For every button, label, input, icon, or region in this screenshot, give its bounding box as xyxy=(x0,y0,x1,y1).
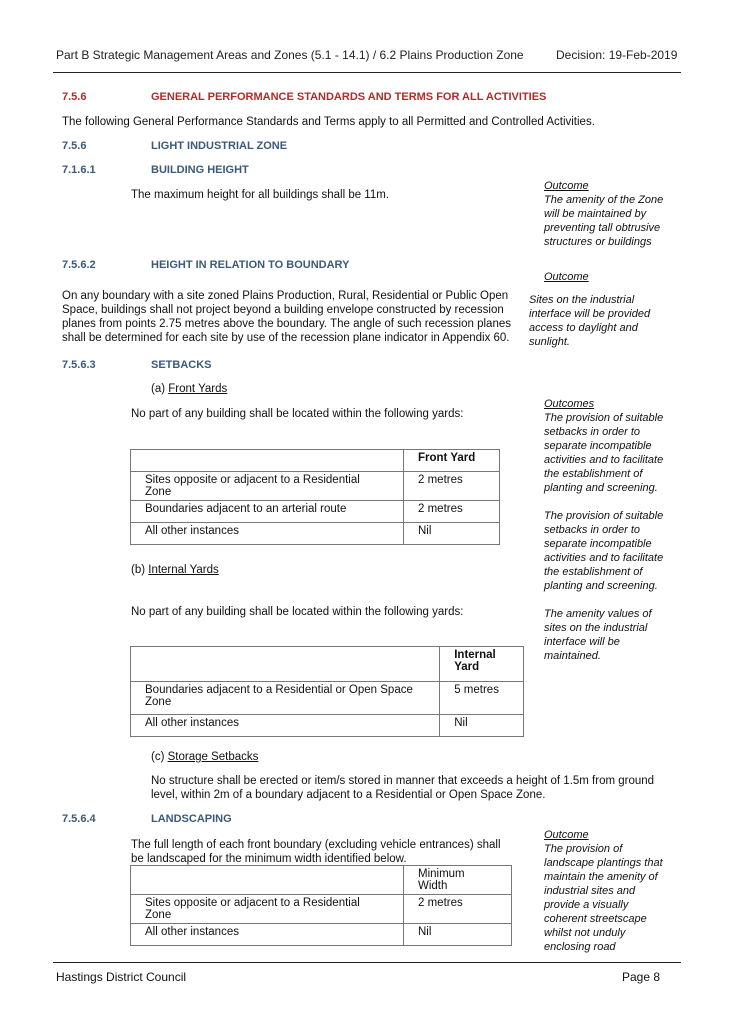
subsection-b: (b) Internal Yards xyxy=(131,564,219,576)
outcome-label: Outcomes xyxy=(544,398,595,410)
outcome-text-cont: interface will be provided access to daylight and sunlight. xyxy=(529,308,651,348)
outcome-label: Outcome xyxy=(544,829,589,841)
subsection-c-text: No structure shall be erected or item/s stored in manner that exceeds a height of 1.5m from ground level, within 2m of a boundary adjacent to a Residential or Open Space Zone. xyxy=(151,775,655,801)
outcome-note xyxy=(544,397,674,663)
section-number: 7.5.6.3 xyxy=(62,359,96,371)
section-number: 7.5.6.4 xyxy=(62,813,96,825)
outcome-note xyxy=(544,179,674,249)
section-title: BUILDING HEIGHT xyxy=(151,164,249,176)
subsection-a: (a) Front Yards xyxy=(151,383,228,395)
section-title: GENERAL PERFORMANCE STANDARDS AND TERMS FOR ALL ACTIVITIES xyxy=(151,91,547,103)
outcome-text: The provision of suitable setbacks in order to separate incompatible activities and to facilitate the establishment of planting and screening. xyxy=(544,510,664,592)
section-title: SETBACKS xyxy=(151,359,212,371)
outcome-text: The amenity of the Zone will be maintained by preventing tall obtrusive structures or buildings xyxy=(544,194,664,248)
section-number: 7.5.6 xyxy=(62,91,87,103)
table-row: All other instances Nil xyxy=(131,523,500,545)
subsection-b-text: No part of any building shall be located within the following yards: xyxy=(131,606,464,618)
outcome-text: The provision of landscape plantings that maintain the amenity of industrial sites and provide a visually coherent streetscape whilst not unduly enclosing road xyxy=(544,843,663,953)
section-number: 7.5.6 xyxy=(62,140,87,152)
decision-date: Decision: 19-Feb-2019 xyxy=(556,48,678,62)
outcome-label: Outcome xyxy=(544,180,589,192)
section-title: HEIGHT IN RELATION TO BOUNDARY xyxy=(151,259,350,271)
header-divider xyxy=(53,72,681,73)
outcome-label: Outcome xyxy=(544,271,589,283)
landscaping-table xyxy=(130,865,512,946)
outcome-text: The provision of suitable setbacks in order to separate incompatible activities and to facilitate the establishment of planting and screening. xyxy=(544,412,664,494)
front-yard-table xyxy=(130,449,500,545)
table-row: Boundaries adjacent to a Residential or Open Space Zone 5 metres xyxy=(131,682,524,715)
rule-text: On any boundary with a site zoned Plains Production, Rural, Residential or Public Open Space, buildings shall not project beyond a building envelope constructed by recession planes from points 2.75 metres above the boundary. The angle of such recession planes shall be determined for each site by use of the recession plane indicator in Appendix 60. xyxy=(62,290,511,344)
section-number: 7.1.6.1 xyxy=(62,164,96,176)
footer-council: Hastings District Council xyxy=(56,970,187,984)
subsection-c: (c) Storage Setbacks xyxy=(151,751,259,763)
page-header-title: Part B Strategic Management Areas and Zones (5.1 - 14.1) / 6.2 Plains Production Zone xyxy=(56,48,524,62)
rule-text: The maximum height for all buildings shall be 11m. xyxy=(131,189,390,201)
table-row: Sites opposite or adjacent to a Residential Zone 2 metres xyxy=(131,472,500,501)
section-number: 7.5.6.2 xyxy=(62,259,96,271)
subsection-a-text: No part of any building shall be located within the following yards: xyxy=(131,408,464,420)
rule-text: The full length of each front boundary (excluding vehicle entrances) shall be landscaped for the minimum width identified below. xyxy=(131,839,501,865)
table-row: All other instances Nil xyxy=(131,924,512,946)
outcome-text: Sites on the industrial xyxy=(529,294,635,306)
section-title: LANDSCAPING xyxy=(151,813,232,825)
column-header: Front Yard xyxy=(404,450,500,472)
table-row: Boundaries adjacent to an arterial route 2 metres xyxy=(131,501,500,523)
outcome-note xyxy=(544,828,674,954)
footer-divider xyxy=(53,962,681,963)
table-row: All other instances Nil xyxy=(131,715,524,737)
column-header: Internal Yard xyxy=(440,647,524,682)
page-number: Page 8 xyxy=(622,970,661,984)
section-intro: The following General Performance Standards and Terms apply to all Permitted and Controlled Activities. xyxy=(62,116,595,128)
section-title: LIGHT INDUSTRIAL ZONE xyxy=(151,140,288,152)
outcome-text: The amenity values of sites on the industrial interface will be maintained. xyxy=(544,608,652,662)
column-header: Minimum Width xyxy=(404,866,512,895)
table-row: Sites opposite or adjacent to a Residential Zone 2 metres xyxy=(131,895,512,924)
internal-yard-table xyxy=(130,646,524,737)
